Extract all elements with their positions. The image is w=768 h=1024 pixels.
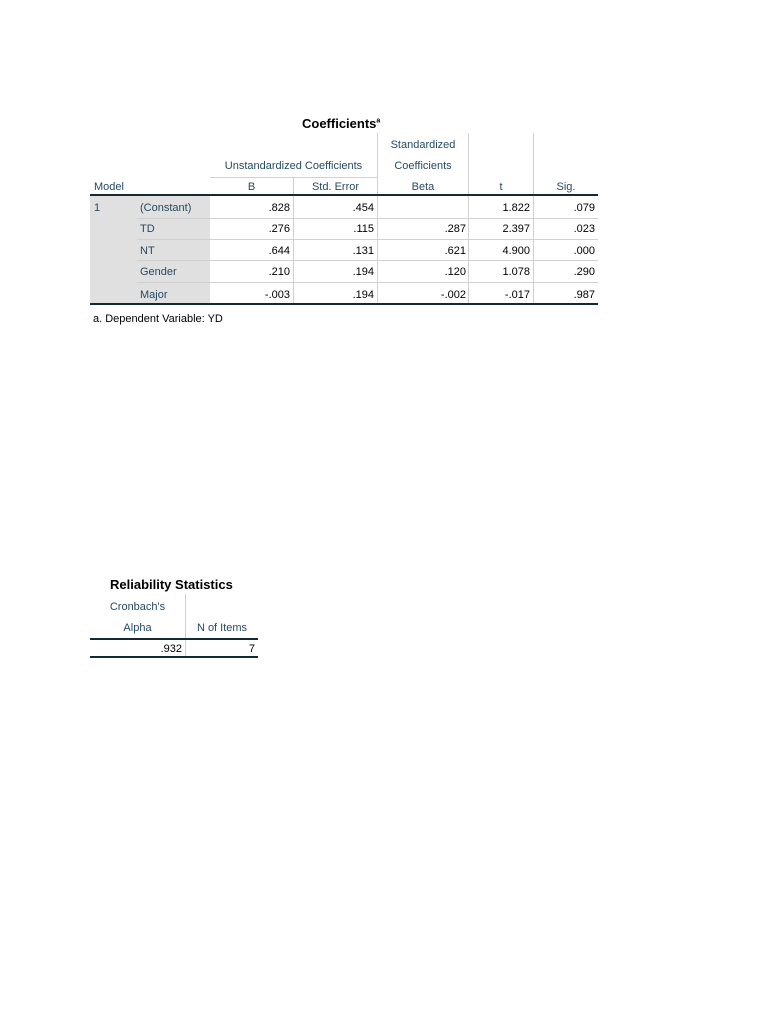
cell-t: 1.078 [502, 266, 530, 278]
col-se-header: Std. Error [311, 181, 360, 193]
std-coefficients-header-line2: Coefficients [394, 160, 452, 172]
cell-se: .115 [353, 223, 374, 235]
cell-b: .210 [268, 266, 290, 278]
cell-t: 1.822 [502, 202, 530, 214]
col-t-header: t [499, 181, 503, 193]
cell-sig: .987 [573, 289, 595, 301]
model-number: 1 [94, 202, 101, 214]
cell-sig: .000 [573, 245, 595, 257]
cell-beta: .287 [444, 223, 466, 235]
cell-se: .194 [352, 289, 374, 301]
col-b-header: B [247, 181, 256, 193]
row-label-constant: (Constant) [140, 202, 192, 214]
row-label-gender: Gender [140, 266, 177, 278]
cell-se: .194 [352, 266, 374, 278]
cell-se: .131 [352, 245, 374, 257]
cell-b: .644 [268, 245, 290, 257]
cell-items-value: 7 [248, 643, 255, 655]
cell-b: .276 [268, 223, 290, 235]
cell-beta: -.002 [440, 289, 466, 301]
unstd-coefficients-header: Unstandardized Coefficients [224, 160, 363, 172]
cell-sig: .290 [573, 266, 595, 278]
row-label-nt: NT [140, 245, 155, 257]
cell-b: -.003 [264, 289, 290, 301]
reliability-title: Reliability Statistics [110, 577, 233, 592]
cell-se: .454 [352, 202, 374, 214]
coefficients-title: Coefficients$^a$ [302, 116, 381, 131]
col-alpha-header-line2: Alpha [123, 622, 152, 634]
cell-b: .828 [268, 202, 290, 214]
cell-t: -.017 [504, 289, 530, 301]
table-footnote: a. Dependent Variable: YD [93, 313, 223, 325]
cell-t: 4.900 [502, 245, 530, 257]
col-sig-header: Sig. [556, 181, 576, 193]
cell-alpha-value: .932 [160, 643, 182, 655]
col-items-header: N of Items [196, 622, 248, 634]
row-label-td: TD [140, 223, 155, 235]
cell-beta: .621 [444, 245, 466, 257]
row-label-major: Major [140, 289, 168, 301]
cell-sig: .023 [573, 223, 595, 235]
cell-t: 2.397 [502, 223, 530, 235]
cell-beta: .120 [444, 266, 466, 278]
cell-beta [378, 198, 466, 219]
col-alpha-header-line1: Cronbach's [109, 601, 166, 613]
col-beta-header: Beta [411, 181, 435, 193]
col-model-header: Model [94, 181, 124, 193]
std-coefficients-header-line1: Standardized [390, 139, 456, 151]
cell-sig: .079 [573, 202, 595, 214]
footnote-marker: a [376, 117, 381, 125]
